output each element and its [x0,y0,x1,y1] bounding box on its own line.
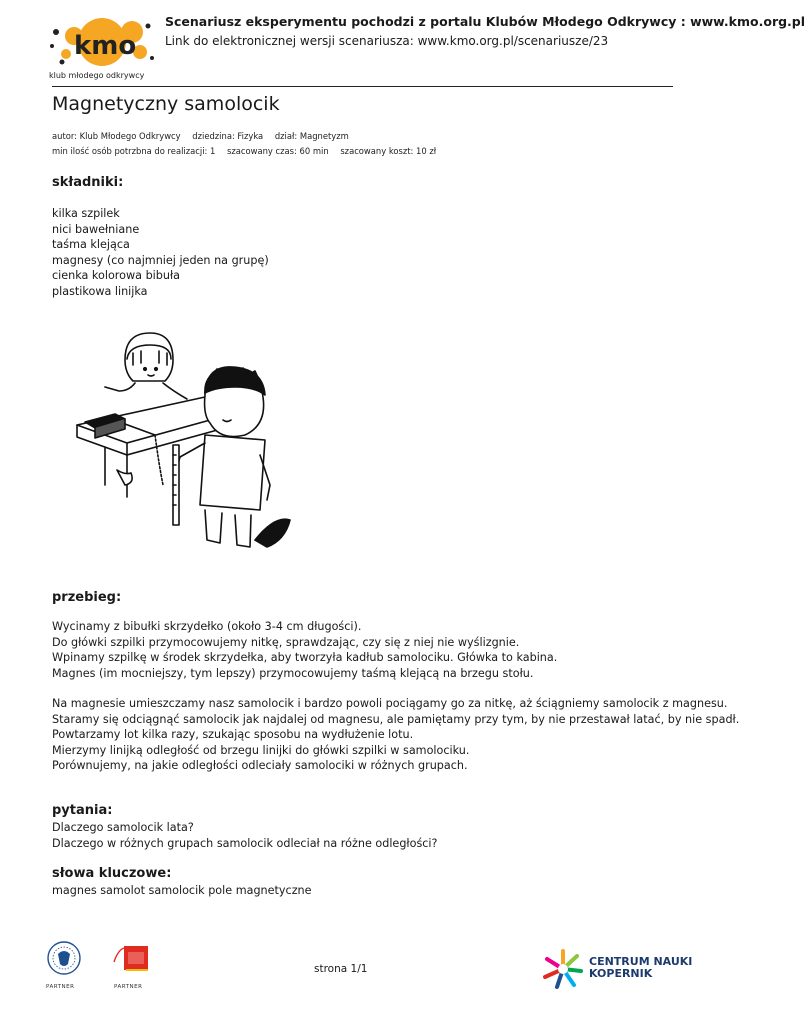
procedure-line: Magnes (im mocniejszy, tym lepszy) przymocowujemy taśmą klejącą na brzegu stołu. [52,666,534,680]
meta-author: autor: Klub Młodego Odkrywcy [52,131,181,141]
list-item: plastikowa linijka [52,284,148,298]
partner-label: PARTNER [114,984,143,990]
cnk-name-line-2: KOPERNIK [589,967,653,980]
meta-people: min ilość osób potrzbna do realizacji: 1 [52,146,216,156]
header-divider [52,86,673,87]
keywords-text: magnes samolot samolocik pole magnetyczne [52,884,312,897]
ingredients-list [52,206,269,300]
procedure-line: Wpinamy szpilkę w środek skrzydełka, aby tworzyła kadłub samolociku. Główka to kabina. [52,651,558,665]
procedure-paragraph-1 [52,619,557,681]
kmo-logo-graphic [44,14,162,82]
ingredients-heading: składniki: [52,175,124,190]
procedure-line: Powtarzamy lot kilka razy, szukając sposobu na wydłużenie lotu. [52,728,414,742]
procedure-line: Mierzymy linijką odległość od brzegu linijki do główki szpilki w samolociku. [52,743,470,757]
procedure-line: Na magnesie umieszczamy nasz samolocik i bardzo powoli pociągamy go za nitkę, aż ściągniemy samolocik z magnesu. [52,697,728,710]
cnk-logo [541,947,691,991]
experiment-illustration [55,325,300,575]
cnk-name-line-1: CENTRUM NAUKI [589,955,693,968]
link-line[interactable]: Link do elektronicznej wersji scenariusza: www.kmo.org.pl/scenariusze/23 [165,34,609,48]
list-item: taśma klejąca [52,238,130,252]
partner-emblem-icon [110,940,152,976]
procedure-paragraph-2 [52,696,739,774]
meta-time: szacowany czas: 60 min [227,146,329,156]
list-item: Dlaczego samolocik lata? [52,821,194,834]
partner-emblem-icon [46,940,82,976]
questions-list [52,820,437,851]
keywords-heading: słowa kluczowe: [52,866,172,881]
meta-field: dziedzina: Fizyka [192,131,264,141]
meta-department: dział: Magnetyzm [274,131,349,141]
source-line: Scenariusz eksperymentu pochodzi z portalu Klubów Młodego Odkrywcy : www.kmo.org.pl [165,14,805,29]
logo-text: kmo [74,31,137,61]
cnk-burst-icon [541,947,585,991]
partner-label: PARTNER [46,984,75,990]
meta-row-2 [52,146,445,156]
partner-logo-2 [110,940,152,988]
procedure-line: Staramy się odciągnąć samolocik jak najdalej od magnesu, ale pamiętamy przy tym, by nie przestawał latać, by nie spadł. [52,712,740,726]
list-item: kilka szpilek [52,207,120,220]
logo-subtext: klub młodego odkrywcy [49,71,145,80]
partner-logo-1 [46,940,82,988]
list-item: nici bawełniane [52,222,140,236]
page-number: strona 1/1 [314,963,368,975]
meta-cost: szacowany koszt: 10 zł [340,146,437,156]
list-item: cienka kolorowa bibuła [52,269,180,283]
kmo-logo [44,14,162,82]
list-item: magnesy (co najmniej jeden na grupę) [52,253,269,267]
questions-heading: pytania: [52,803,113,818]
page-title: Magnetyczny samolocik [52,93,280,115]
meta-row-1 [52,131,358,141]
procedure-line: Do główki szpilki przymocowujemy nitkę, sprawdzając, czy się z niej nie wyślizgnie. [52,635,520,649]
procedure-heading: przebieg: [52,590,122,605]
list-item: Dlaczego w różnych grupach samolocik odleciał na różne odległości? [52,836,438,850]
procedure-line: Porównujemy, na jakie odległości odleciały samolociki w różnych grupach. [52,759,468,773]
procedure-line: Wycinamy z bibułki skrzydełko (około 3-4 cm długości). [52,620,362,633]
